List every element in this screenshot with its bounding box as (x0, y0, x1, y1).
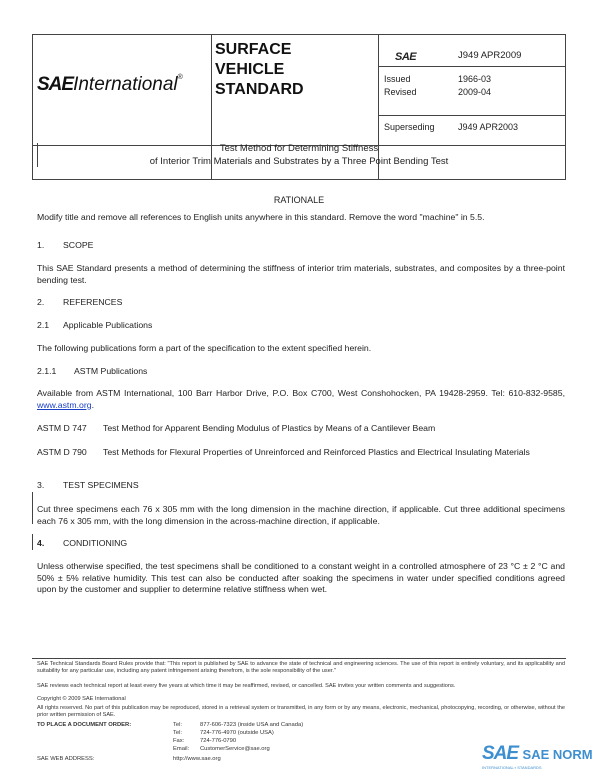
section-1-text: This SAE Standard presents a method of determining the stiffness of interior trim materials, substrates, and composites by a three-point bending test. (37, 263, 565, 285)
section-number: 2.1.1 (37, 366, 57, 376)
section-number: 4. (37, 538, 45, 548)
footer-review: SAE reviews each technical report at least every five years at which time it may be reaffirmed, revised, or cancelled. SAE invites your written comments and suggestions. (37, 683, 456, 689)
section-title: TEST SPECIMENS (63, 480, 139, 490)
section-2-heading (37, 297, 122, 307)
section-4-heading (37, 538, 127, 548)
logo-mark: SAE (37, 74, 74, 95)
issued-value: 1966-03 (458, 74, 492, 84)
title-line: Test Method for Determining Stiffness (219, 143, 379, 154)
order-label: TO PLACE A DOCUMENT ORDER: (37, 722, 132, 728)
section-number: 2.1 (37, 320, 50, 330)
header-rule (378, 66, 565, 67)
section-1-heading (37, 240, 93, 250)
change-bar (32, 492, 33, 524)
tel-value: 877-606-7323 (inside USA and Canada) (200, 722, 304, 728)
document-number: J949 APR2009 (458, 50, 522, 61)
issued-label: Issued (384, 74, 411, 84)
watermark-mark: SAE (482, 743, 519, 764)
section-4-text: Unless otherwise specified, the test specimens shall be conditioned to a constant weight in a controlled atmosphere of 23 °C ± 2 °C and 50% ± 5% relative humidity. This test can also be conducted after soaking the specimens in water under specified conditions agreed upon by the customer and supplier to determine relative stiffness when wet. (37, 561, 565, 594)
section-number: 3. (37, 480, 45, 490)
section-title: CONDITIONING (63, 538, 128, 548)
section-2-1-1-heading (37, 366, 147, 376)
standard-line: STANDARD (215, 81, 304, 98)
email-label: Email: (173, 746, 190, 752)
superseding-value: J949 APR2003 (458, 122, 519, 132)
ref-title: Test Method for Apparent Bending Modulus of Plastics by Means of a Cantilever Beam (103, 423, 436, 433)
watermark-text: SAE NORM (522, 747, 593, 762)
footer-rights: All rights reserved. No part of this publication may be reproduced, stored in a retrieval system or transmitted, in any form or by any means, electronic, mechanical, photocopying, recording, or otherwise, without the prior written permission of SAE. (37, 705, 565, 718)
web-label: SAE WEB ADDRESS: (37, 756, 95, 762)
ref-code: ASTM D 747 (37, 423, 87, 433)
fax-label: Fax: (173, 738, 185, 744)
section-title: ASTM Publications (74, 366, 148, 376)
revised-value: 2009-04 (458, 87, 492, 97)
section-title: SCOPE (63, 240, 94, 250)
section-title: Applicable Publications (63, 320, 153, 330)
punctuation: . (91, 399, 94, 410)
section-2-1-heading (37, 320, 152, 330)
sae-norm-watermark (482, 743, 593, 770)
web-value[interactable]: http://www.sae.org (173, 756, 221, 762)
trademark: ® (177, 74, 183, 81)
footer-rules: SAE Technical Standards Board Rules provide that: "This report is published by SAE to advance the state of technical and engineering sciences. The use of this report is entirely voluntary, and its applicability and suitability for any particular use, including any patent infringement arising therefrom, is the sole responsibility of the user." (37, 661, 565, 674)
watermark-subtext: INTERNATIONAL ▪ STANDARDS (482, 765, 542, 770)
superseding-label: Superseding (384, 122, 435, 132)
email-value[interactable]: CustomerService@sae.org (200, 746, 270, 752)
section-3-text: Cut three specimens each 76 x 305 mm with the long dimension in the machine direction, if applicable. Cut three additional specimens each 76 x 305 mm, with the long dimension in the across-machine direction, if applicable. (37, 504, 565, 526)
sae-international-logo (37, 74, 183, 96)
rationale-text: Modify title and remove all references to English units anywhere in this standard. Remove the word "machine" in 5.5. (37, 212, 485, 222)
document-title (32, 142, 566, 168)
standard-line: VEHICLE (215, 61, 285, 78)
tel2-label: Tel: (173, 730, 183, 736)
logo-text: International (73, 74, 178, 95)
standard-line: SURFACE (215, 41, 292, 58)
section-number: 2. (37, 297, 45, 307)
astm-link[interactable]: www.astm.org (37, 399, 92, 410)
tel2-value: 724-776-4970 (outside USA) (200, 730, 274, 736)
change-bar (32, 534, 33, 550)
astm-address: Available from ASTM International, 100 Barr Harbor Drive, P.O. Box C700, West Conshohocken, PA 19428-2959. Tel: 610-832-9585, (37, 388, 565, 398)
fax-value: 724-776-0790 (200, 738, 237, 744)
section-3-heading (37, 480, 139, 490)
ref-code: ASTM D 790 (37, 447, 87, 457)
section-2-1-text: The following publications form a part of the specification to the extent specified herein. (37, 343, 372, 353)
header-rule (378, 115, 565, 116)
section-number: 1. (37, 240, 45, 250)
standard-type (215, 40, 304, 100)
section-title: REFERENCES (63, 297, 123, 307)
ref-title: Test Methods for Flexural Properties of Unreinforced and Reinforced Plastics and Electrical Insulating Materials (103, 447, 530, 457)
section-2-1-1-text (37, 388, 565, 411)
tel-label: Tel: (173, 722, 183, 728)
sae-small-logo: SAE (395, 51, 417, 63)
footer-copyright: Copyright © 2009 SAE International (37, 696, 126, 702)
title-line: of Interior Trim Materials and Substrates by a Three Point Bending Test (149, 156, 449, 167)
footer-rule (32, 658, 566, 659)
rationale-heading: RATIONALE (273, 195, 325, 205)
revised-label: Revised (384, 87, 417, 97)
